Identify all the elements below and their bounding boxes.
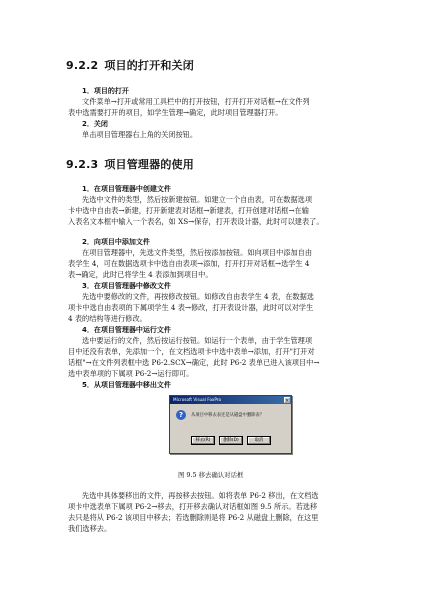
paragraph-line: 我们选移去。 [68, 524, 112, 533]
paragraph-line: 先选中要修改的文件，再按修改按钮。如修改自由表学生 4 表，在数据选 [82, 292, 314, 301]
paragraph-line: 表学生 4，可在数据选项卡中选自由表项→添加，打开打开对话框→选学生 4 [68, 259, 310, 268]
dialog-message: 从项目中移去表还是从磁盘中删除表？ [191, 413, 265, 418]
subheading-create-file: 1．在项目管理器中创建文件 [82, 185, 171, 193]
figure-caption: 图 9.5 移去确认对话框 [178, 471, 244, 479]
subheading-close: 2．关闭 [82, 120, 108, 128]
paragraph-line: 目中还没有表单，先添加一个，在文档选项卡中选中表单→添加，打开"打开对 [68, 347, 315, 356]
subheading-run-file: 4．在项目管理器中运行文件 [82, 326, 171, 334]
paragraph-line: 表中选需要打开的项目，如学生管理→确定，此时项目管理器打开。 [68, 108, 283, 117]
section-heading-9-2-2: 9.2.2 项目的打开和关闭 [66, 59, 194, 72]
paragraph-line: 项卡中选自由表项的下属项学生 4 表→修改，打开表设计器，此时可以对学生 [68, 303, 314, 312]
paragraph-line: 先选中具体要移出的文件，再按移去按钮。如将表单 P6-2 移出，在文档选 [82, 491, 319, 500]
dialog-titlebar [170, 396, 291, 404]
close-icon[interactable]: × [285, 398, 290, 404]
cancel-button[interactable]: 取消 [247, 436, 271, 445]
paragraph-line: 入表名文本框中输入一个表名，如 XS→保存，打开表设计器，此时可以建表了。 [68, 217, 324, 226]
subheading-remove-file: 5．从项目管理器中移出文件 [82, 381, 171, 389]
subheading-open-project: 1．项目的打开 [82, 87, 129, 95]
paragraph-line: 话框"→在文件列表框中选 P6-2.SCX→确定，此时 P6-2 表单已进入该项目中→ [68, 358, 320, 367]
question-icon: ? [176, 410, 186, 420]
subheading-modify-file: 3．在项目管理器中修改文件 [82, 282, 171, 290]
dialog-title: Microsoft Visual FoxPro [173, 397, 222, 402]
paragraph-line: 先选中文件的类型，然后按新建按钮。如建立一个自由表，可在数据选项 [82, 195, 313, 204]
delete-button[interactable]: 删除(D) [219, 436, 243, 445]
paragraph-line: 去只是将从 P6-2 该项目中移去；若选删除则是将 P6-2 从磁盘上删除，在这里 [68, 513, 319, 522]
remove-confirm-dialog [169, 395, 292, 454]
paragraph-line: 4 表的结构等进行修改。 [68, 314, 147, 323]
subheading-add-file: 2．向项目中添加文件 [82, 238, 150, 246]
paragraph-line: 文件菜单→打开或常用工具栏中的打开按钮，打开打开对话框→在文件列 [82, 97, 310, 106]
paragraph-line: 选中要运行的文件，然后按运行按钮。如运行一个表单，由于学生管理项 [82, 336, 313, 345]
section-heading-9-2-3: 9.2.3 项目管理器的使用 [66, 158, 194, 171]
paragraph-line: 表→确定，此时已将学生 4 表添加到项目中。 [68, 270, 213, 279]
paragraph-line: 选中表单项的下属项 P6-2→运行即可。 [68, 369, 194, 378]
paragraph-line: 在项目管理器中，先选文件类型，然后按添加按钮。如向项目中添加自由 [82, 248, 313, 257]
paragraph-line: 单击项目管理器右上角的关闭按钮。 [82, 130, 198, 139]
paragraph-line: 卡中选中自由表→新建，打开新建表对话框→新建表，打开创建对话框→在输 [68, 206, 309, 215]
remove-button[interactable]: 移去(R) [191, 436, 215, 445]
paragraph-line: 项卡中选表单下属项 P6-2→移去，打开移去确认对话框如图 9.5 所示。若选移 [68, 502, 318, 511]
